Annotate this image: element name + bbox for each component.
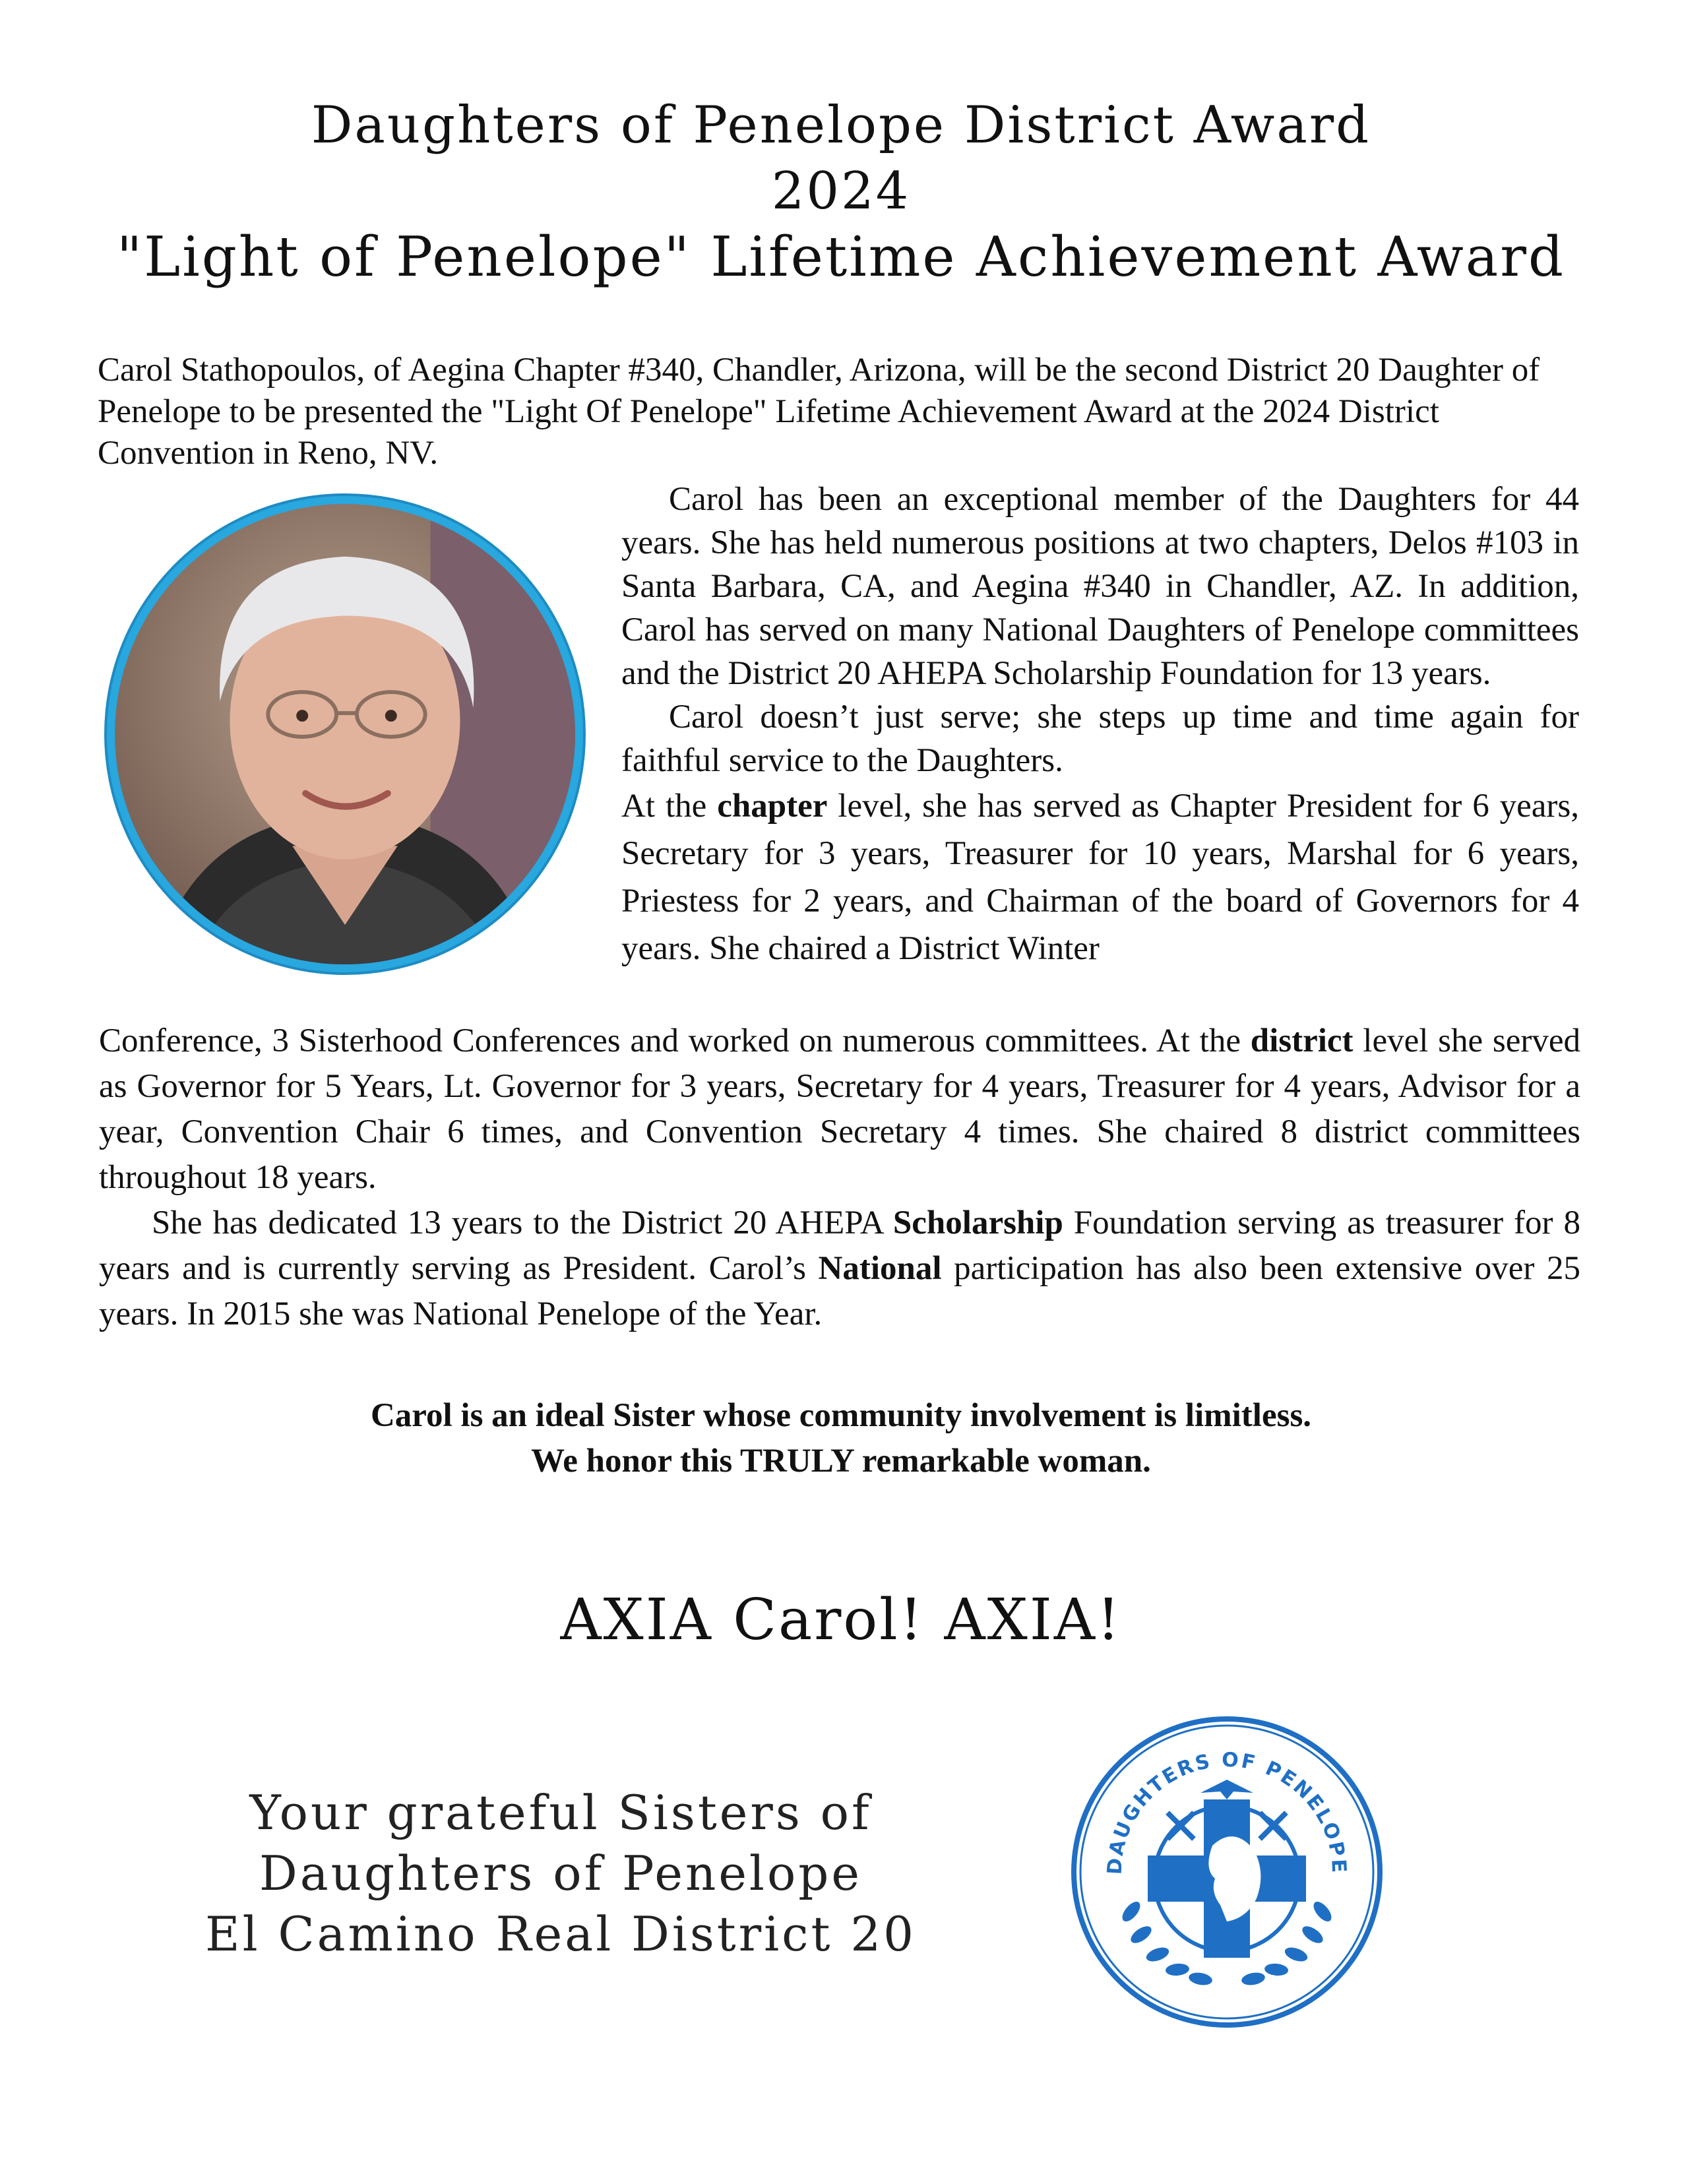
body-paragraph-3-continued <box>99 1018 1580 1201</box>
daughters-of-penelope-seal-logo <box>1069 1714 1385 2030</box>
para4-text-a: She has dedicated 13 years to the District 20 AHEPA <box>152 1204 893 1241</box>
body-paragraph-4 <box>99 1201 1580 1337</box>
seal-ring-text: DAUGHTERS OF PENELOPE <box>1103 1748 1351 1875</box>
award-heading <box>0 92 1682 290</box>
heading-award-name: "Light of Penelope" Lifetime Achievement Award <box>116 225 1566 289</box>
para3-text-a: At the <box>621 788 718 825</box>
honoree-portrait-image <box>115 504 575 964</box>
signature-block <box>198 1782 923 1964</box>
seal-pi-letter: Π <box>1268 1863 1293 1900</box>
signature-line-3: El Camino Real District 20 <box>205 1906 916 1962</box>
para4-bold-national: National <box>818 1250 942 1287</box>
body-paragraph-3-start <box>621 782 1579 972</box>
signature-line-2: Daughters of Penelope <box>259 1846 863 1901</box>
body-full-width-text <box>99 1018 1580 1337</box>
heading-year: 2024 <box>771 162 911 221</box>
honoree-photo <box>107 496 583 972</box>
closing-statement <box>0 1393 1682 1484</box>
para4-bold-scholarship: Scholarship <box>892 1204 1063 1241</box>
body-paragraph-2: Carol doesn’t just serve; she steps up time and time again for faithful service to the Daughters. <box>621 699 1579 779</box>
para4-text-b: Foundation serving as treasurer for 8 years and is currently serving as President. Carol’s <box>99 1204 1580 1287</box>
signature-line-1: Your grateful Sisters of <box>249 1785 872 1840</box>
para3-text-b: level, she has served as Chapter President for 6 years, Secretary for 3 years, Treasurer for 10 years, Marshal for 6 years, Priestess for 2 years, and Chairman of the board of Governors for 4 years. She chaired a District Winter <box>621 788 1580 967</box>
axia-cheer: AXIA Carol! AXIA! <box>560 1587 1122 1653</box>
para3-bold-chapter: chapter <box>717 788 828 825</box>
para3-bold-district: district <box>1250 1022 1354 1059</box>
heading-title: Daughters of Penelope District Award <box>311 96 1371 155</box>
body-wrapped-text <box>621 478 1579 972</box>
body-paragraph-1: Carol has been an exceptional member of the Daughters for 44 years. She has held numerous positions at two chapters, Delos #103 in Santa Barbara, CA, and Aegina #340 in Chandler, AZ. In addition, Carol has served on many National Daughters of Penelope committees and the District 20 AHEPA Scholarship Foundation for 13 years. <box>621 481 1579 692</box>
closing-line-1: Carol is an ideal Sister whose community involvement is limitless. <box>370 1397 1312 1434</box>
para3-text-c: Conference, 3 Sisterhood Conferences and worked on numerous committees. At the <box>99 1022 1251 1059</box>
closing-line-2: We honor this TRULY remarkable woman. <box>531 1443 1151 1480</box>
para3-text-d: level she served as Governor for 5 Years, Lt. Governor for 3 years, Secretary for 4 years, Treasurer for 4 years, Advisor for a year, Convention Chair 6 times, and Convention Secretary 4 times. She chaired 8 district committees throughout 18 years. <box>99 1022 1581 1196</box>
seal-theta-letter: Θ <box>1160 1863 1185 1900</box>
para4-text-c: participation has also been extensive over 25 years. In 2015 she was National Penelope of the Year. <box>99 1250 1580 1332</box>
intro-paragraph: Carol Stathopoulos, of Aegina Chapter #340, Chandler, Arizona, will be the second District 20 Daughter of Penelope to be presented the "Light Of Penelope" Lifetime Achievement Award at the 2024 District Convention in Reno, NV. <box>98 352 1540 472</box>
